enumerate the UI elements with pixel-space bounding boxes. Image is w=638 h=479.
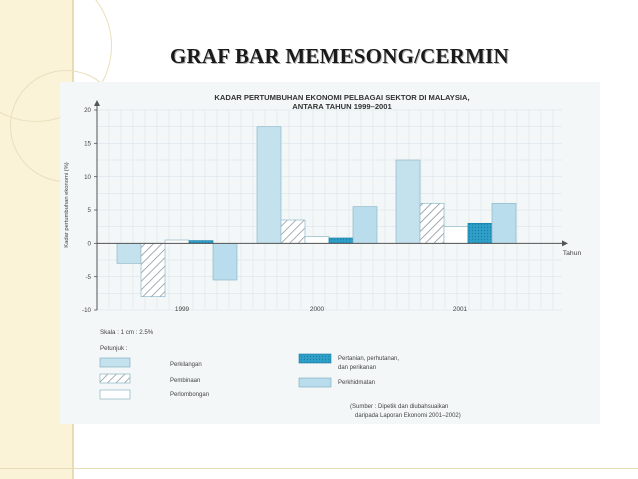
bar-perlombongan-2000 <box>305 237 329 244</box>
bar-pembinaan-2001 <box>420 203 444 243</box>
bar-pembinaan-2000 <box>281 220 305 243</box>
bar-perkilangan-2000 <box>257 127 281 244</box>
x-category-label: 1999 <box>174 306 190 313</box>
legend-swatch-perlombongan <box>100 390 130 399</box>
y-tick-label: 5 <box>87 207 91 215</box>
y-tick-label: 0 <box>87 240 91 248</box>
legend-title: Petunjuk : <box>100 345 128 352</box>
y-axis-arrow-icon <box>94 100 100 106</box>
chart-title: KADAR PERTUMBUHAN EKONOMI PELBAGAI SEKTOR DI MALAYSIA, <box>214 93 470 102</box>
bar-perlombongan-2001 <box>444 227 468 244</box>
x-axis-arrow-icon <box>562 240 568 246</box>
x-category-label: 2000 <box>309 306 325 313</box>
legend-swatch-perkhidmatan <box>299 378 331 387</box>
slide-title: GRAF BAR MEMESONG/CERMIN <box>170 44 509 68</box>
bar-perkhidmatan-1999 <box>213 243 237 280</box>
y-axis-label: Kadar pertumbuhan ekonomi (%) <box>64 162 70 248</box>
legend-label-pembinaan: Pembinaan <box>170 378 201 384</box>
legend-label-pertanian-line2: dan perikanan <box>338 365 377 371</box>
scale-note: Skala : 1 cm : 2.5% <box>100 329 154 336</box>
bar-perkhidmatan-2000 <box>353 207 377 244</box>
y-tick-label: -10 <box>82 307 91 315</box>
legend-label-perkhidmatan: Perkhidmatan <box>338 380 376 386</box>
chart-subtitle: ANTARA TAHUN 1999–2001 <box>292 102 392 111</box>
legend-swatch-pertanian <box>299 354 331 363</box>
x-category-label: 2001 <box>452 306 468 313</box>
legend-label-perlombongan: Perlombongan <box>170 392 210 398</box>
bar-perkilangan-1999 <box>117 243 141 263</box>
y-tick-label: 10 <box>84 173 91 181</box>
legend-label-pertanian-line1: Pertanian, perhutanan, <box>338 356 400 362</box>
bar-pertanian-2001 <box>468 223 492 243</box>
bar-perkhidmatan-2001 <box>492 203 516 243</box>
bar-perkilangan-2001 <box>396 160 420 243</box>
legend-swatch-perkilangan <box>100 358 130 367</box>
source-note-line1: (Sumber : Dipetik dan diubahsuaikan <box>350 404 449 410</box>
decorative-bottom-line <box>0 468 638 469</box>
bar-chart <box>60 82 600 424</box>
bar-pertanian-2000 <box>329 238 353 243</box>
bar-pembinaan-1999 <box>141 243 165 296</box>
y-tick-label: 15 <box>84 140 91 148</box>
legend-swatch-pembinaan <box>100 374 130 383</box>
source-note-line2: daripada Laporan Ekonomi 2001–2002) <box>355 413 461 419</box>
x-axis-label: Tahun <box>562 250 582 257</box>
y-tick-label: 20 <box>84 107 91 115</box>
legend-label-perkilangan: Perkilangan <box>170 362 202 368</box>
chart-image <box>60 82 600 424</box>
y-tick-label: -5 <box>85 273 91 281</box>
